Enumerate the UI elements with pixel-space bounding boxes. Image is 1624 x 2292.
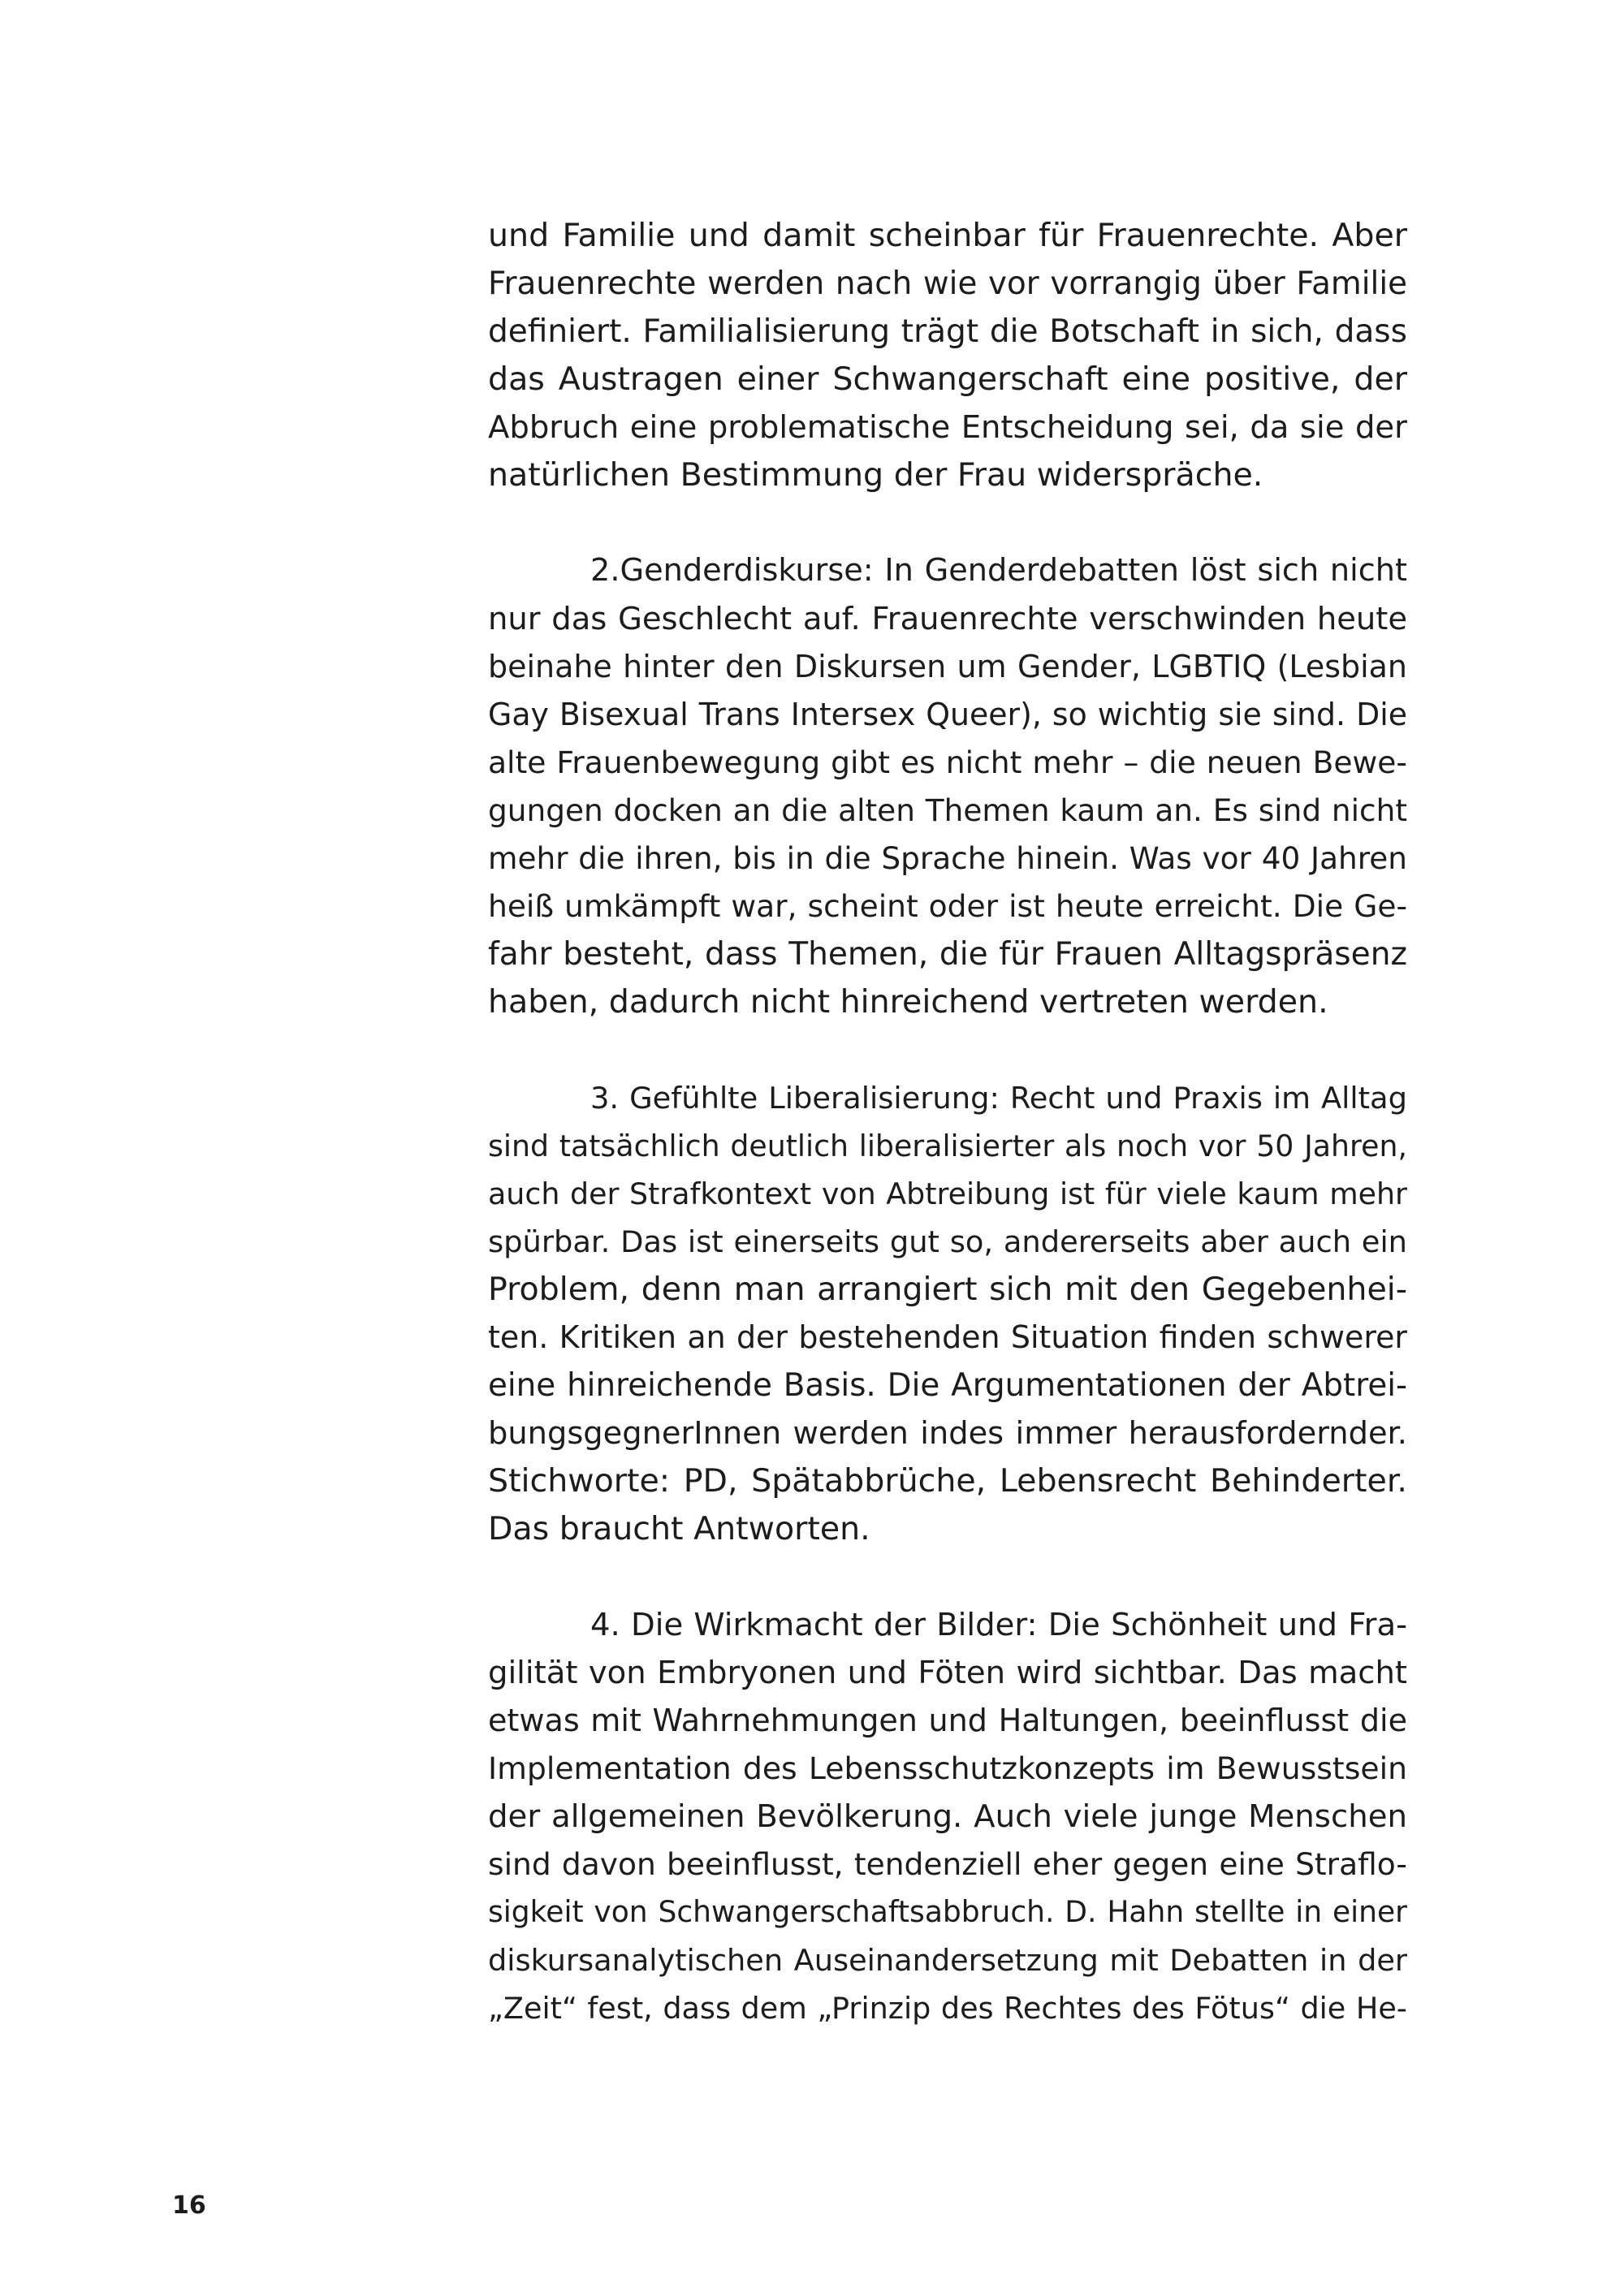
body-text <box>488 212 1407 2080</box>
text-line: 4. Die Wirkmacht der Bilder: Die Schönheit und Fra- <box>590 1607 1407 1643</box>
text-line: sigkeit von Schwangerschaftsabbruch. D. Hahn stellte in einer <box>488 1895 1407 1929</box>
text-line: „Zeit“ fest, dass dem „Prinzip des Rechtes des Fötus“ die He- <box>488 1991 1407 2026</box>
text-line: heiß umkämpft war, scheint oder ist heute erreicht. Die Ge- <box>488 888 1407 924</box>
text-line: eine hinreichende Basis. Die Argumentationen der Abtrei- <box>488 1367 1407 1404</box>
text-line: Frauenrechte werden nach wie vor vorrangig über Familie <box>488 265 1407 302</box>
text-line: Gay Bisexual Trans Intersex Queer), so wichtig sie sind. Die <box>488 697 1407 732</box>
text-line: sind tatsächlich deutlich liberalisierter als noch vor 50 Jahren, <box>488 1129 1407 1163</box>
text-line: spürbar. Das ist einerseits gut so, andererseits aber auch ein <box>488 1224 1407 1259</box>
text-line: mehr die ihren, bis in die Sprache hinein. Was vor 40 Jahren <box>488 840 1407 876</box>
text-line: 3. Gefühlte Liberalisierung: Recht und Praxis im Alltag <box>590 1081 1407 1116</box>
page-number: 16 <box>172 2191 206 2220</box>
text-line: fahr besteht, dass Themen, die für Frauen Alltagspräsenz <box>488 936 1407 973</box>
text-line: gungen docken an die alten Themen kaum an. Es sind nicht <box>488 792 1407 828</box>
text-line: das Austragen einer Schwangerschaft eine positive, der <box>488 360 1407 398</box>
text-line: der allgemeinen Bevölkerung. Auch viele junge Menschen <box>488 1798 1407 1835</box>
text-line: Implementation des Lebensschutzkonzepts im Bewusstsein <box>488 1750 1407 1786</box>
text-line: natürlichen Bestimmung der Frau widerspräche. <box>488 456 1263 494</box>
text-line: ten. Kritiken an der bestehenden Situation finden schwerer <box>488 1319 1407 1355</box>
text-line: haben, dadurch nicht hinreichend vertreten werden. <box>488 983 1328 1021</box>
text-line: gilität von Embryonen und Föten wird sichtbar. Das macht <box>488 1655 1407 1691</box>
text-line: bungsgegnerInnen werden indes immer herausfordernder. <box>488 1415 1407 1452</box>
text-line: Das braucht Antworten. <box>488 1510 870 1547</box>
text-line: etwas mit Wahrnehmungen und Haltungen, beeinflusst die <box>488 1703 1407 1738</box>
text-line: beinahe hinter den Diskursen um Gender, LGBTIQ (Lesbian <box>488 649 1407 684</box>
text-line: sind davon beeinflusst, tendenziell eher gegen eine Straflo- <box>488 1846 1407 1882</box>
text-line: 2.Genderdiskurse: In Genderdebatten löst sich nicht <box>590 553 1407 589</box>
text-line: definiert. Familialisierung trägt die Botschaft in sich, dass <box>488 313 1407 350</box>
text-line: Stichworte: PD, Spätabbrüche, Lebensrecht Behinderter. <box>488 1462 1407 1500</box>
text-line: diskursanalytischen Auseinandersetzung mit Debatten in der <box>488 1943 1407 1978</box>
paragraph-liberalisierung <box>488 1074 1407 1553</box>
text-line: nur das Geschlecht auf. Frauenrechte verschwinden heute <box>488 601 1407 637</box>
text-line: und Familie und damit scheinbar für Frauenrechte. Aber <box>488 217 1407 254</box>
paragraph-genderdiskurse <box>488 547 1407 1026</box>
text-line: alte Frauenbewegung gibt es nicht mehr – die neuen Bewe- <box>488 745 1407 780</box>
paragraph-familialisierung <box>488 212 1407 499</box>
text-line: auch der Strafkontext von Abtreibung ist für viele kaum mehr <box>488 1176 1407 1211</box>
paragraph-wirkmacht-der-bilder <box>488 1601 1407 2032</box>
text-line: Abbruch eine problematische Entscheidung sei, da sie der <box>488 409 1407 446</box>
text-line: Problem, denn man arrangiert sich mit den Gegebenhei- <box>488 1271 1407 1308</box>
